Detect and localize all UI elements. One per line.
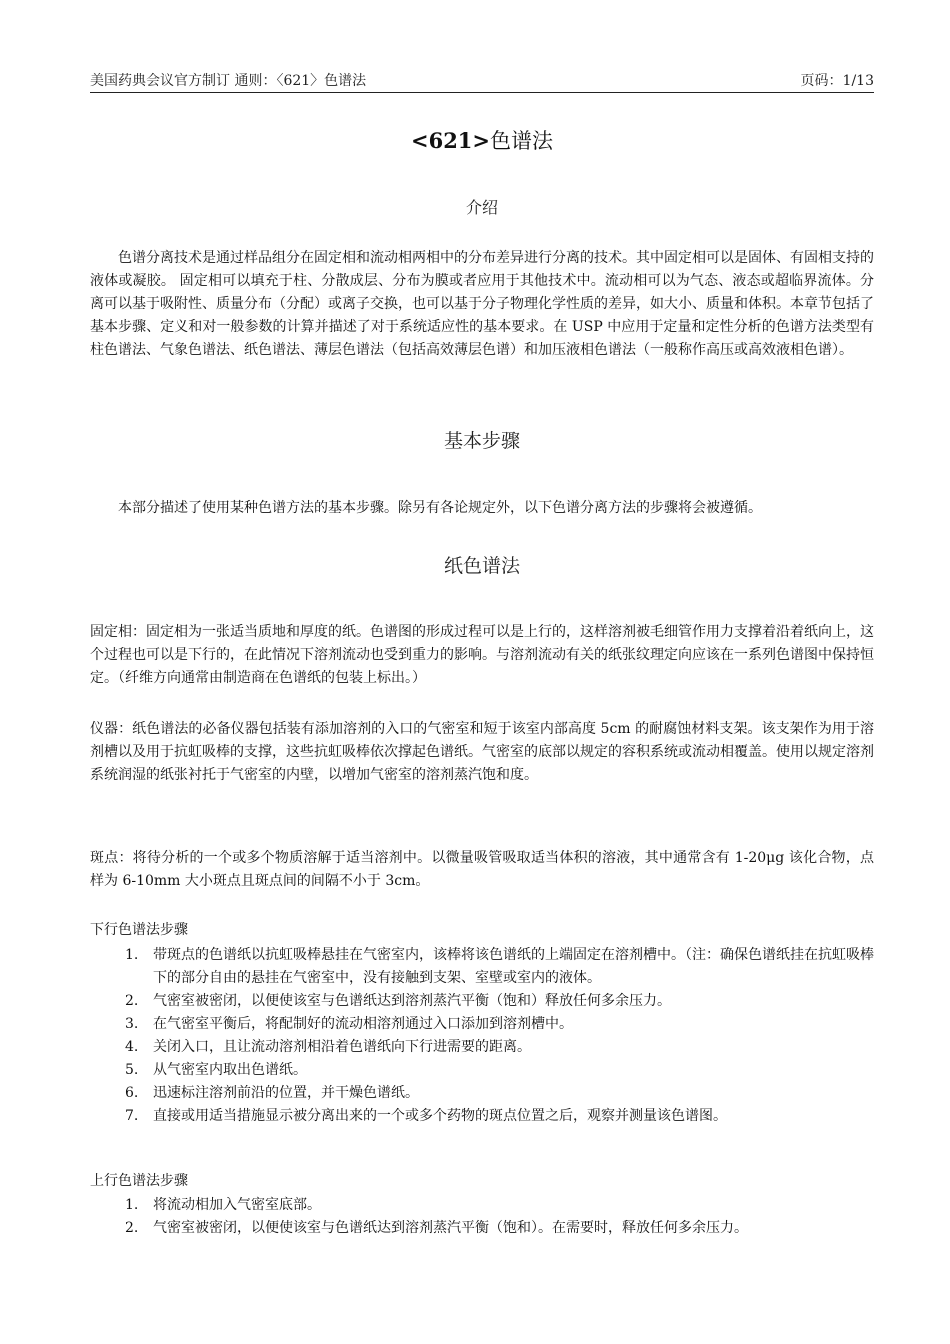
descending-procedure-label: 下行色谱法步骤 [90,922,188,938]
header-document-title: 美国药典会议官方制订 通则：〈621〉色谱法 [90,73,367,89]
descending-steps-list [90,944,874,1128]
list-item: 6. 迅速标注溶剂前沿的位置，并干燥色谱纸。 [125,1085,419,1101]
spotting-paragraph: 斑点：将待分析的一个或多个物质溶解于适当溶剂中。以微量吸管吸取适当体积的溶液，其中通常含有 1-20μg 该化合物，点样为 6-10mm 大小斑点且斑点间的间隔不小于 3cm。 [90,850,874,889]
paper-chromatography-heading: 纸色谱法 [443,555,520,577]
list-item: 3. 在气密室平衡后，将配制好的流动相溶剂通过入口添加到溶剂槽中。 [125,1016,573,1032]
list-item: 1. 将流动相加入气密室底部。 [125,1197,321,1213]
basic-steps-heading: 基本步骤 [443,430,520,452]
list-item: 5. 从气密室内取出色谱纸。 [125,1062,307,1078]
basic-steps-paragraph: 本部分描述了使用某种色谱方法的基本步骤。除另有各论规定外，以下色谱分离方法的步骤将会被遵循。 [118,500,762,516]
list-item: 7. 直接或用适当措施显示被分离出来的一个或多个药物的斑点位置之后，观察并测量该色谱图。 [125,1108,727,1124]
stationary-phase-paragraph: 固定相：固定相为一张适当质地和厚度的纸。色谱图的形成过程可以是上行的，这样溶剂被毛细管作用力支撑着沿着纸向上，这个过程也可以是下行的，在此情况下溶剂流动也受到重力的影响。与溶剂流动有关的纸张纹理定向应该在一系列色谱图中保持恒定。（纤维方向通常由制造商在色谱纸的包装上标出。） [90,624,874,686]
page-header [90,72,874,93]
ascending-procedure-label: 上行色谱法步骤 [90,1173,188,1189]
intro-heading: 介绍 [465,198,498,217]
list-item: 1. 带斑点的色谱纸以抗虹吸棒悬挂在气密室内，该棒将该色谱纸的上端固定在溶剂槽中。（注：确保色谱纸挂在抗虹吸棒下的部分自由的悬挂在气密室中，没有接触到支架、室壁或室内的液体。 [125,947,874,986]
list-item: 4. 关闭入口，且让流动溶剂相沿着色谱纸向下行进需要的距离。 [125,1039,531,1055]
ascending-steps-list [90,1194,874,1240]
list-item: 2. 气密室被密闭，以便使该室与色谱纸达到溶剂蒸汽平衡（饱和）。在需要时，释放任何多余压力。 [125,1220,748,1236]
title-code: <621> [410,128,491,153]
title-name: 色谱法 [490,129,554,153]
header-page-number: 页码：1/13 [800,73,874,89]
page-title [90,126,874,156]
intro-paragraph: 色谱分离技术是通过样品组分在固定相和流动相两相中的分布差异进行分离的技术。其中固定相可以是固体、有固相支持的液体或凝胶。 固定相可以填充于柱、分散成层、分布为膜或者应用于其他技术中。流动相可以为气态、液态或超临界流体。分离可以基于吸附性、质量分布（分配）或离子交换，也可以基于分子物理化学性质的差异，如大小、质量和体积。本章节包括了基本步骤、定义和对一般参数的计算并描述了对于系统适应性的基本要求。在 USP 中应用于定量和定性分析的色谱方法类型有柱色谱法、气象色谱法、纸色谱法、薄层色谱法（包括高效薄层色谱）和加压液相色谱法（一般称作高压或高效液相色谱）。 [90,250,874,358]
apparatus-paragraph: 仪器：纸色谱法的必备仪器包括装有添加溶剂的入口的气密室和短于该室内部高度 5cm 的耐腐蚀材料支架。该支架作为用于溶剂槽以及用于抗虹吸棒的支撑，这些抗虹吸棒依次撑起色谱纸。气密室的底部以规定的容积系统或流动相覆盖。使用以规定溶剂系统润湿的纸张衬托于气密室的内壁，以增加气密室的溶剂蒸汽饱和度。 [90,721,874,783]
list-item: 2. 气密室被密闭，以便使该室与色谱纸达到溶剂蒸汽平衡（饱和）释放任何多余压力。 [125,993,671,1009]
